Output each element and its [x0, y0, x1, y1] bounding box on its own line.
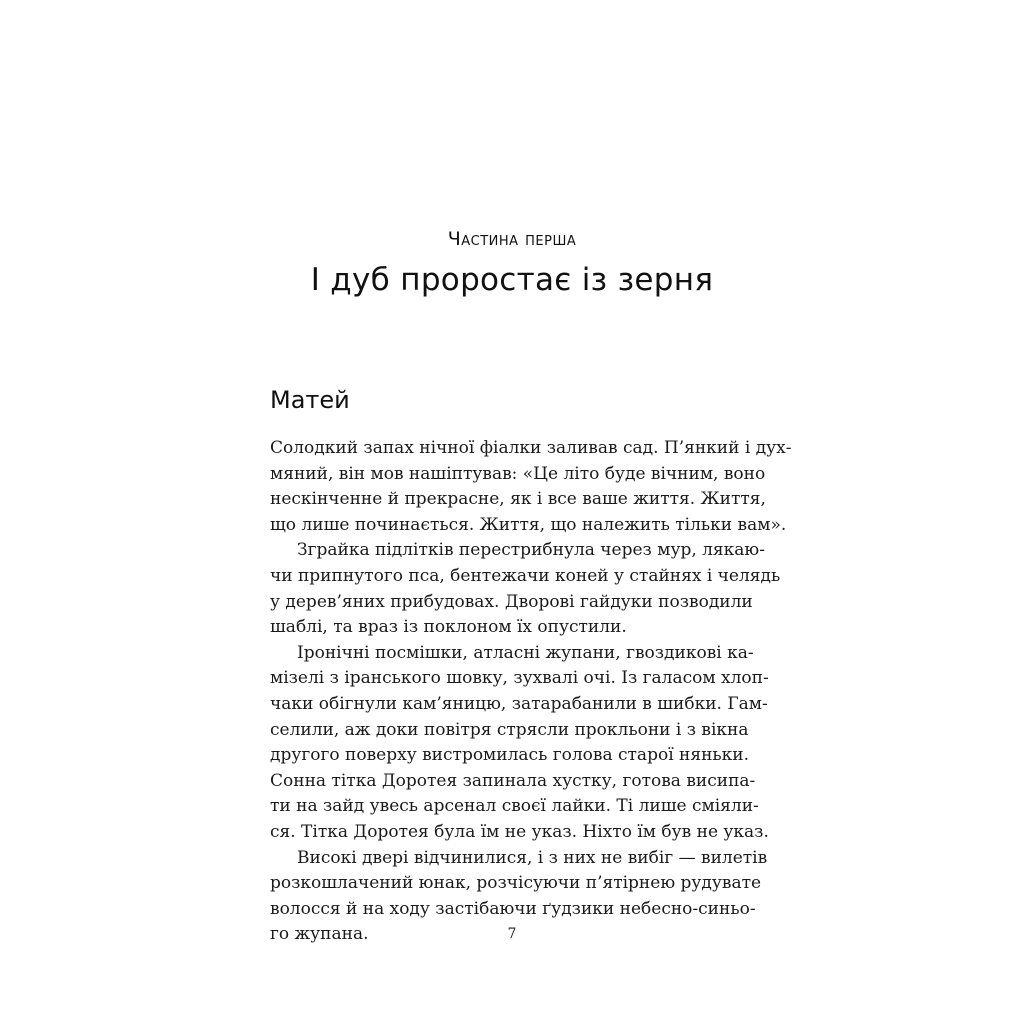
text-line: Високі двері відчинилися, і з них не вибіг — вилетів — [297, 847, 768, 868]
text-line: Іронічні посмішки, атласні жупани, гвоздикові ка- — [297, 642, 754, 663]
text-line: що лише починається. Життя, що належить тільки вам». — [270, 514, 787, 535]
text-line: нескінченне й прекрасне, як і все ваше життя. Життя, — [270, 489, 766, 510]
part-label: Частина перша — [447, 228, 577, 250]
text-line: ти на зайд увесь арсенал своєї лайки. Ті лише сміяли- — [270, 796, 759, 817]
text-line: го жупана. — [270, 924, 369, 945]
text-line: шаблі, та враз із поклоном їх опустили. — [270, 617, 627, 638]
text-line: мізелі з іранського шовку, зухвалі очі. Із галасом хлоп- — [270, 668, 769, 689]
text-line: другого поверху вистромилась голова старої няньки. — [270, 745, 750, 766]
text-line: ся. Тітка Доротея була їм не указ. Ніхто їм був не указ. — [270, 821, 769, 842]
text-line: Сонна тітка Доротея запинала хустку, готова висипа- — [270, 770, 756, 791]
text-line: Зграйка підлітків перестрибнула через мур, лякаю- — [297, 540, 765, 561]
part-title: І дуб проростає із зерня — [310, 262, 714, 298]
text-line: у дерев’яних прибудовах. Дворові гайдуки позводили — [270, 591, 753, 612]
text-line: Солодкий запах нічної фіалки заливав сад. П’янкий і дух- — [270, 438, 792, 458]
text-line: чи припнутого пса, бентежачи коней у стайнях і челядь — [270, 565, 781, 586]
body-text — [270, 436, 792, 948]
text-line: чаки обігнули кам’яницю, затарабанили в шибки. Гам- — [270, 693, 768, 714]
text-line: волосся й на ходу застібаючи ґудзики небесно-синьо- — [270, 898, 756, 919]
text-line: селили, аж доки повітря стрясли прокльони і з вікна — [270, 719, 749, 740]
chapter-title: Матей — [270, 386, 350, 414]
page-number: 7 — [507, 926, 517, 942]
text-line: розкошлачений юнак, розчісуючи п’ятірнею рудувате — [270, 873, 762, 894]
text-line: мяний, він мов нашіптував: «Це літо буде вічним, воно — [270, 463, 766, 484]
